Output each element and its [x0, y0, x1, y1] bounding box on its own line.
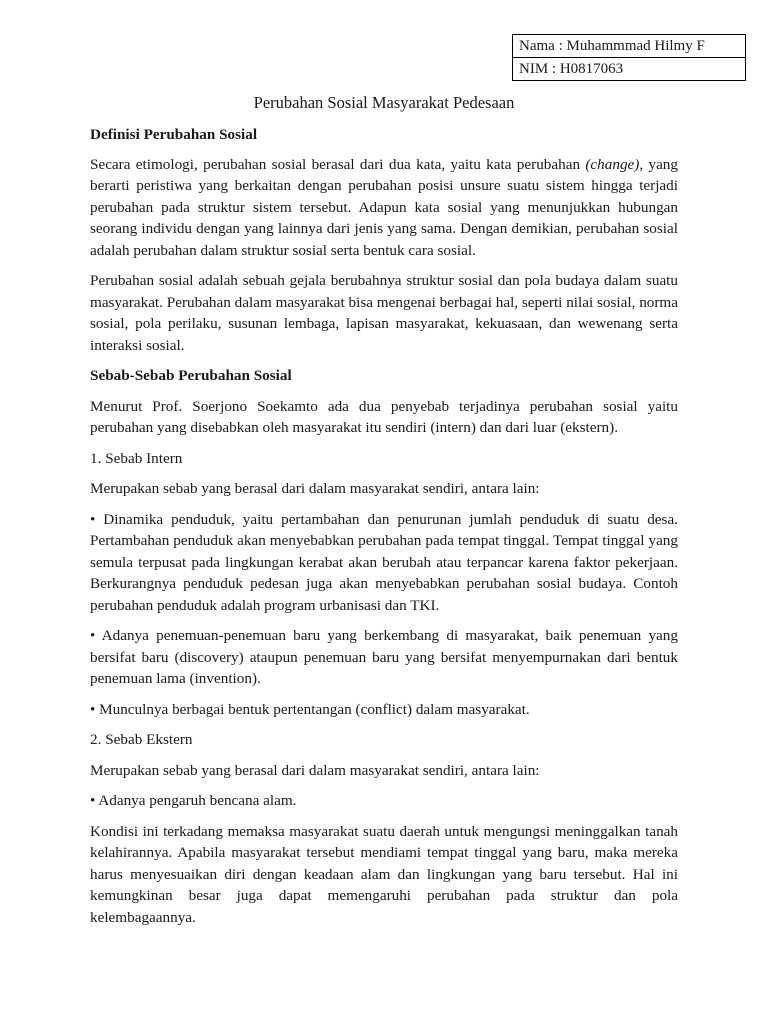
bullet-bencana: • Adanya pengaruh bencana alam.: [90, 792, 297, 809]
term-change: (change),: [585, 155, 644, 173]
student-nim: NIM : H0817063: [513, 57, 745, 80]
paragraph-kondisi: Kondisi ini terkadang memaksa masyarakat suatu daerah untuk mengungsi meninggalkan tanah kelahirannya. Apabila masyarakat tersebut mendiami tempat tinggal yang baru, maka mereka harus menyesuaikan diri dengan keadaan alam dan lingkungan yang baru tersebut. Hal ini kemungkinan besar juga dapat memengaruhi perubahan pada struktur dan pola kelembagaannya.: [90, 822, 678, 926]
paragraph-etimologi-start: Secara etimologi, perubahan sosial berasal dari dua kata, yaitu kata perubahan: [90, 155, 586, 173]
heading-definisi: Definisi Perubahan Sosial: [90, 126, 258, 143]
bullet-pertentangan: • Munculnya berbagai bentuk pertentangan (conflict) dalam masyarakat.: [90, 700, 530, 718]
bullet-penemuan: • Adanya penemuan-penemuan baru yang berkembang di masyarakat, baik penemuan yang bersifat baru (discovery) ataupun penemuan baru yang bersifat menyempurnakan dari bentuk penemuan lama (invention).: [90, 627, 678, 687]
intro-intern: Merupakan sebab yang berasal dari dalam masyarakat sendiri, antara lain:: [90, 480, 540, 497]
identity-box: [512, 34, 746, 81]
student-name: Nama : Muhammmad Hilmy F: [519, 38, 705, 54]
document-title: Perubahan Sosial Masyarakat Pedesaan: [253, 93, 515, 112]
bullet-dinamika: • Dinamika penduduk, yaitu pertambahan dan penurunan jumlah penduduk di suatu desa. Pertambahan penduduk akan menyebabkan perubahan pada tempat tinggal. Tempat tinggal yang semula terpusat pada lingkungan kerabat akan berubah atau terpancar karena faktor pekerjaan. Berkurangnya penduduk pedesan juga akan menyebabkan perubahan sosial budaya. Contoh perubahan penduduk adalah program urbanisasi dan TKI.: [90, 510, 678, 614]
heading-sebab-ekstern: 2. Sebab Ekstern: [90, 731, 193, 748]
heading-sebab-intern: 1. Sebab Intern: [90, 449, 183, 467]
paragraph-gejala: Perubahan sosial adalah sebuah gejala berubahnya struktur sosial dan pola budaya dalam suatu masyarakat. Perubahan dalam masyarakat bisa mengenai berbagai hal, seperti nilai sosial, norma sosial, pola perilaku, susunan lembaga, lapisan masyarakat, kekuasaan, dan wewenang serta interaksi sosial.: [90, 272, 678, 354]
intro-ekstern: Merupakan sebab yang berasal dari dalam masyarakat sendiri, antara lain:: [90, 761, 540, 779]
paragraph-etimologi: [90, 154, 678, 262]
document-body: [90, 124, 678, 928]
heading-sebab: Sebab-Sebab Perubahan Sosial: [90, 367, 292, 384]
paragraph-etimologi-rest: yang berarti peristiwa yang berkaitan dengan perubahan posisi unsure suatu sistem hingga terjadi perubahan pada struktur sistem tersebut. Adapun kata sosial yang menunjukkan hubungan seorang individu dengan yang lainnya dari jenis yang sama. Dengan demikian, perubahan sosial adalah perubahan dalam struktur sosial serta bentuk cara sosial.: [90, 155, 678, 259]
paragraph-soekamto: Menurut Prof. Soerjono Soekamto ada dua penyebab terjadinya perubahan sosial yaitu perubahan yang disebabkan oleh masyarakat itu sendiri (intern) dan dari luar (ekstern).: [90, 397, 678, 436]
